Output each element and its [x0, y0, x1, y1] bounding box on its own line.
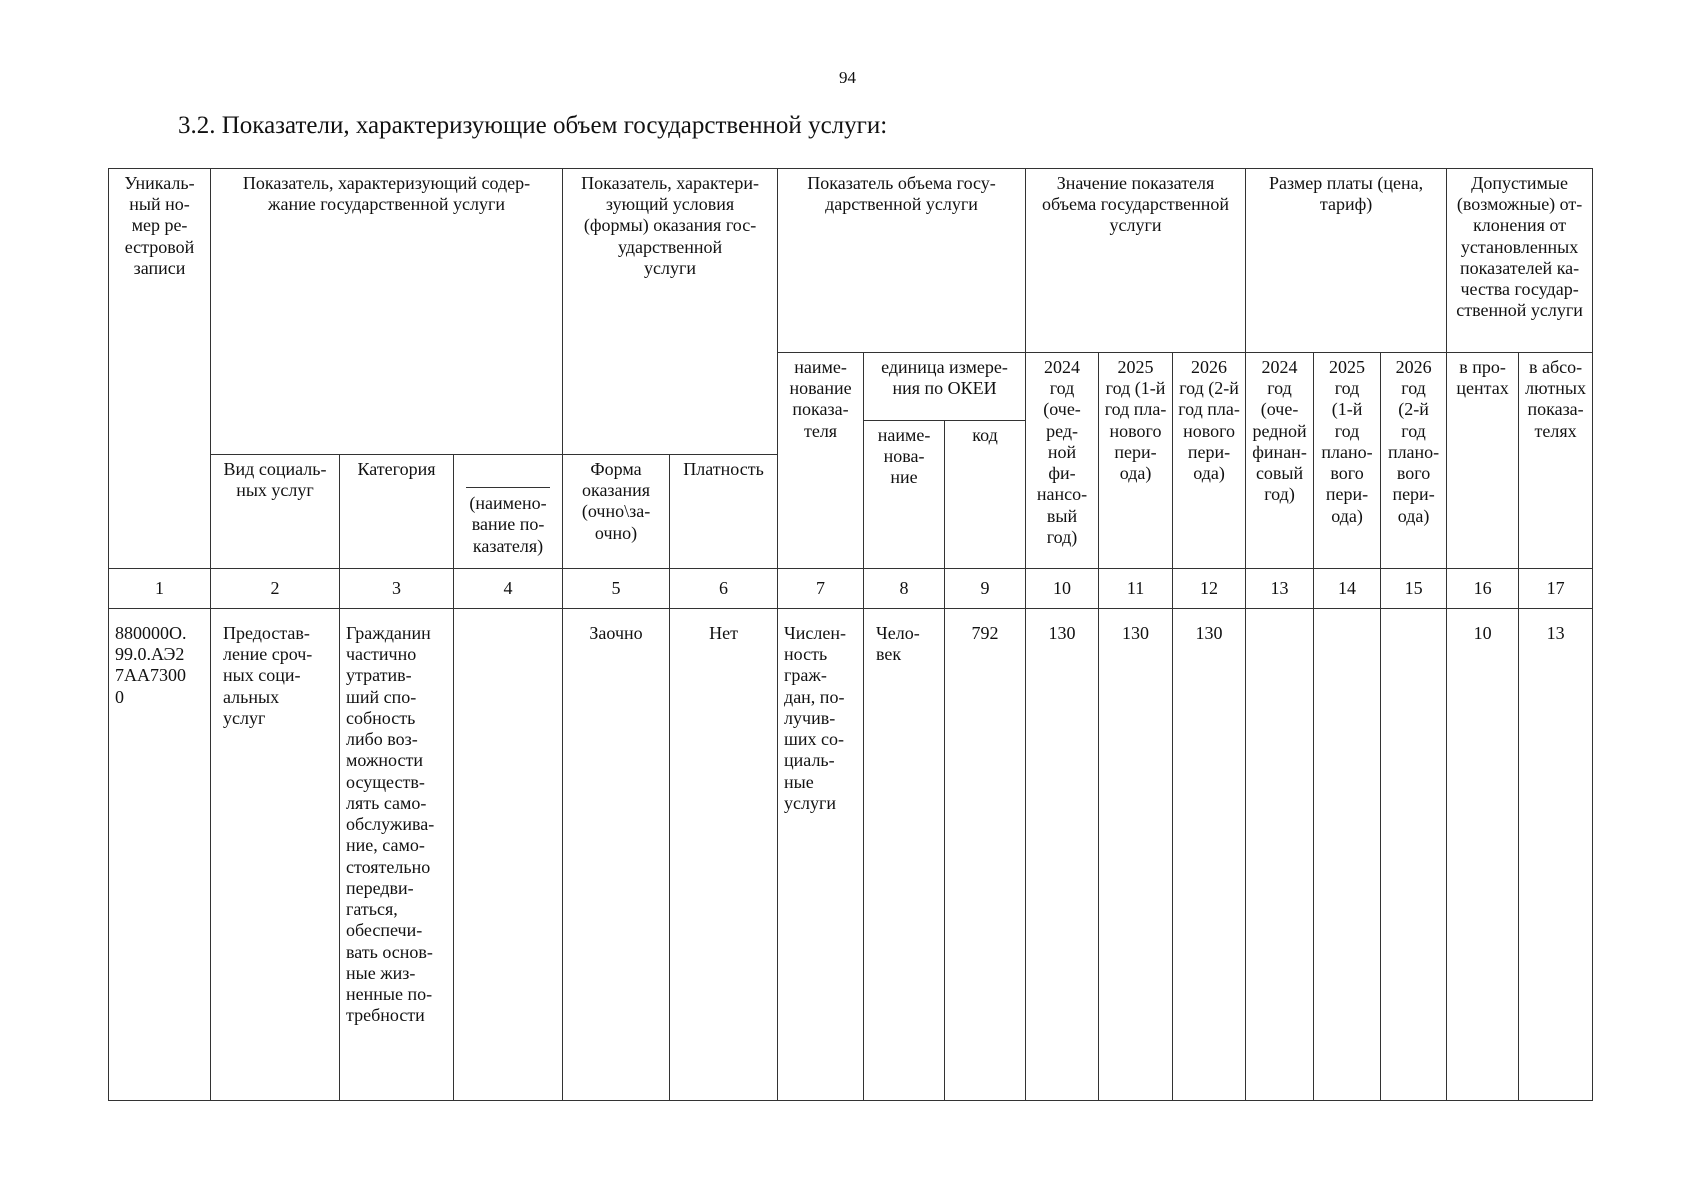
header-vol-2026: 2026 год (2-й год пла- нового пери- ода): [1173, 353, 1246, 569]
cell-unit-name: Чело- век: [864, 609, 945, 1101]
blank-line: [466, 487, 550, 488]
header-dev-absolute: в абсо- лютных показа- телях: [1519, 353, 1593, 569]
column-number: 9: [945, 569, 1026, 609]
cell-paid: Нет: [670, 609, 778, 1101]
header-unit-code: код: [945, 421, 1026, 569]
table-row: [109, 609, 1593, 1101]
header-indicator-name: наиме- нование показа- теля: [778, 353, 864, 569]
column-number: 4: [454, 569, 563, 609]
header-deviations: Допустимые (возможные) от- клонения от установленных показателей ка- чества государ- ственной услуги: [1447, 169, 1593, 353]
cell-registry-number: 880000О. 99.0.АЭ2 7АА7300 0: [109, 609, 211, 1101]
section-title: 3.2. Показатели, характеризующие объем государственной услуги:: [178, 112, 888, 139]
header-unit-okei: единица измере- ния по ОКЕИ: [864, 353, 1026, 421]
column-number: 16: [1447, 569, 1519, 609]
cell-vol-2025: 130: [1099, 609, 1173, 1101]
cell-fee-2025: [1314, 609, 1381, 1101]
header-fee-2024: 2024 год (оче- редной финан- совый год): [1246, 353, 1314, 569]
cell-unit-code: 792: [945, 609, 1026, 1101]
cell-vol-2026: 130: [1173, 609, 1246, 1101]
header-category: Категория: [340, 455, 454, 569]
column-number: 5: [563, 569, 670, 609]
header-indicator-name-col4: [454, 455, 563, 569]
header-volume-value: Значение показателя объема государственной услуги: [1026, 169, 1246, 353]
cell-indicator-name-col4: [454, 609, 563, 1101]
page-number: 94: [839, 68, 856, 87]
header-unit-name: наиме- нова- ние: [864, 421, 945, 569]
header-vol-2025: 2025 год (1-й год пла- нового пери- ода): [1099, 353, 1173, 569]
column-number: 15: [1381, 569, 1447, 609]
column-number: 10: [1026, 569, 1099, 609]
header-form: Форма оказания (очно\за- очно): [563, 455, 670, 569]
volume-indicators-table: [108, 168, 1593, 1101]
cell-fee-2026: [1381, 609, 1447, 1101]
cell-dev-percent: 10: [1447, 609, 1519, 1101]
column-number: 13: [1246, 569, 1314, 609]
header-volume-indicator: Показатель объема госу- дарственной услуги: [778, 169, 1026, 353]
column-number: 12: [1173, 569, 1246, 609]
header-fee-2025: 2025 год (1-й год плано- вого пери- ода): [1314, 353, 1381, 569]
header-vol-2024: 2024 год (оче- ред- ной фи- нансо- вый год): [1026, 353, 1099, 569]
column-number: 6: [670, 569, 778, 609]
cell-service-type: Предостав- ление сроч- ных соци- альных услуг: [211, 609, 340, 1101]
header-dev-percent: в про- центах: [1447, 353, 1519, 569]
cell-form: Заочно: [563, 609, 670, 1101]
cell-fee-2024: [1246, 609, 1314, 1101]
header-service-type: Вид социаль- ных услуг: [211, 455, 340, 569]
column-number: 8: [864, 569, 945, 609]
column-number: 3: [340, 569, 454, 609]
header-fee: Размер платы (цена, тариф): [1246, 169, 1447, 353]
header-indicator-name-col4-label: (наимено- вание по- казателя): [469, 493, 547, 556]
column-number: 11: [1099, 569, 1173, 609]
column-number: 7: [778, 569, 864, 609]
column-number: 17: [1519, 569, 1593, 609]
cell-category: Гражданин частично утратив- ший спо- собность либо воз- можности осуществ- лять само- обслужива- ние, само- стоятельно передви- гаться, обеспечи- вать основ- ные жиз- ненные по- требности: [340, 609, 454, 1101]
header-fee-2026: 2026 год (2-й год плано- вого пери- ода): [1381, 353, 1447, 569]
header-unique-number: Уникаль- ный но- мер ре- естровой записи: [109, 169, 211, 569]
column-number: 14: [1314, 569, 1381, 609]
header-content-indicator: Показатель, характеризующий содер- жание государственной услуги: [211, 169, 563, 455]
column-number: 2: [211, 569, 340, 609]
header-paid: Платность: [670, 455, 778, 569]
cell-dev-absolute: 13: [1519, 609, 1593, 1101]
cell-indicator-name: Числен- ность граж- дан, по- лучив- ших со- циаль- ные услуги: [778, 609, 864, 1101]
header-conditions-indicator: Показатель, характери- зующий условия (формы) оказания гос- ударственной услуги: [563, 169, 778, 455]
cell-vol-2024: 130: [1026, 609, 1099, 1101]
column-number: 1: [109, 569, 211, 609]
